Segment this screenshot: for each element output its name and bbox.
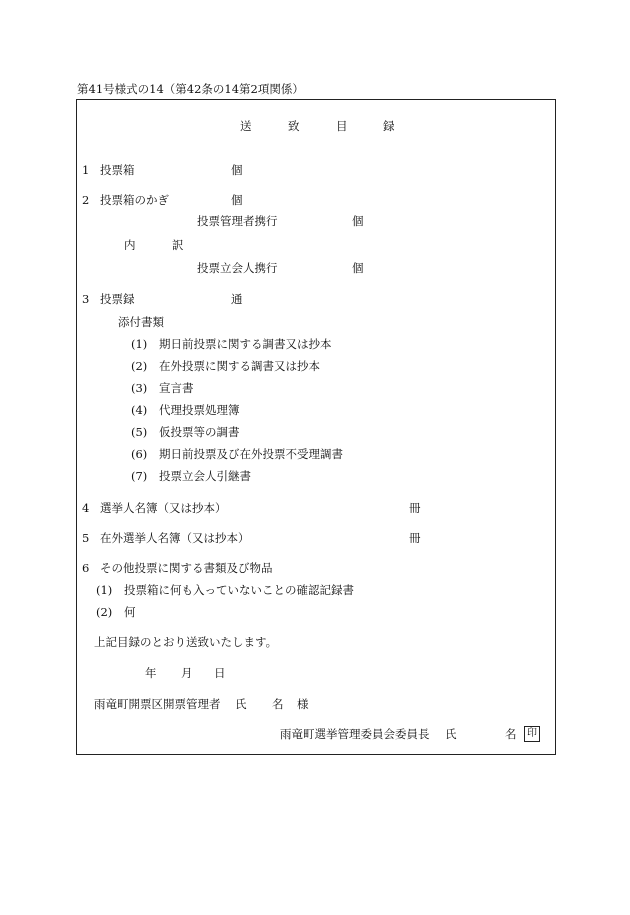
item3-number: 3	[82, 292, 90, 306]
item2-sub2-label: 投票立会人携行	[197, 261, 278, 275]
attachment-text: 期日前投票に関する調書又は抄本	[159, 337, 332, 351]
item4-unit: 冊	[409, 501, 421, 515]
sender-title: 雨竜町選挙管理委員会委員長	[280, 727, 430, 741]
item2-sub1-label: 投票管理者携行	[197, 214, 278, 228]
sender-shi: 氏	[445, 727, 457, 741]
item5-number: 5	[82, 531, 90, 545]
item4-number: 4	[82, 501, 90, 515]
item6-sub-number: (1)	[96, 583, 113, 597]
sender-mei: 名	[505, 727, 517, 741]
attachment-number: (2)	[131, 359, 148, 373]
date-day: 日	[214, 666, 226, 680]
item3-unit: 通	[231, 292, 243, 306]
breakdown-label-char-1: 内	[124, 238, 136, 252]
title-char-2: 致	[288, 119, 300, 133]
addressee-mei: 名	[272, 697, 284, 711]
addressee-sama: 様	[297, 697, 309, 711]
item4-label: 選挙人名簿（又は抄本）	[100, 501, 227, 515]
attachment-text: 仮投票等の調書	[159, 425, 240, 439]
title-char-1: 送	[240, 119, 252, 133]
title-char-3: 目	[336, 119, 348, 133]
item1-number: 1	[82, 163, 90, 177]
attachment-number: (1)	[131, 337, 148, 351]
attachment-text: 投票立会人引継書	[159, 469, 251, 483]
attachment-text: 在外投票に関する調書又は抄本	[159, 359, 320, 373]
item1-unit: 個	[231, 163, 243, 177]
item2-number: 2	[82, 193, 90, 207]
attachment-number: (7)	[131, 469, 148, 483]
item2-sub2-unit: 個	[352, 261, 364, 275]
attachment-number: (5)	[131, 425, 148, 439]
item3-label: 投票録	[100, 292, 135, 306]
attachment-number: (4)	[131, 403, 148, 417]
item6-sub-text: 投票箱に何も入っていないことの確認記録書	[124, 583, 354, 597]
item6-sub-number: (2)	[96, 605, 113, 619]
item1-label: 投票箱	[100, 163, 135, 177]
item2-sub1-unit: 個	[352, 214, 364, 228]
attachment-number: (6)	[131, 447, 148, 461]
item2-unit: 個	[231, 193, 243, 207]
item6-sub-text: 何	[124, 605, 136, 619]
attachment-number: (3)	[131, 381, 148, 395]
statement: 上記目録のとおり送致いたします。	[94, 635, 278, 649]
date-year: 年	[145, 666, 157, 680]
item5-label: 在外選挙人名簿（又は抄本）	[100, 531, 250, 545]
item6-number: 6	[82, 561, 90, 575]
form-number-header: 第41号様式の14（第42条の14第2項関係）	[77, 82, 304, 96]
addressee-shi: 氏	[235, 697, 247, 711]
addressee-title: 雨竜町開票区開票管理者	[94, 697, 221, 711]
item6-label: その他投票に関する書類及び物品	[100, 561, 273, 575]
item2-label: 投票箱のかぎ	[100, 193, 169, 207]
attachment-text: 期日前投票及び在外投票不受理調書	[159, 447, 343, 461]
attachments-label: 添付書類	[118, 315, 164, 329]
breakdown-label-char-2: 訳	[172, 238, 184, 252]
title-char-4: 録	[383, 119, 395, 133]
seal-box: 印	[524, 726, 540, 742]
attachment-text: 代理投票処理簿	[159, 403, 240, 417]
date-month: 月	[181, 666, 193, 680]
attachment-text: 宣言書	[159, 381, 194, 395]
item5-unit: 冊	[409, 531, 421, 545]
